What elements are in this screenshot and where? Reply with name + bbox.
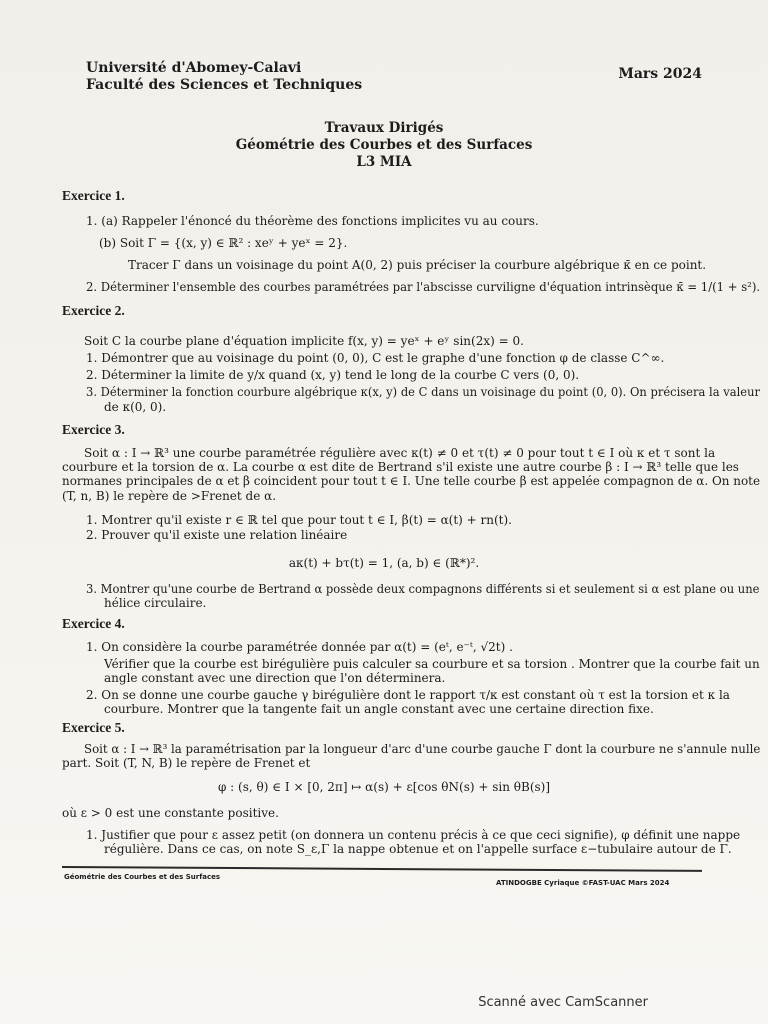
exercise-4-line: courbure. Montrer que la tangente fait un angle constant avec une certaine direction fixe. <box>104 702 654 716</box>
scanner-watermark: Scanné avec CamScanner <box>478 995 648 1010</box>
document-title <box>0 120 768 171</box>
exercise-2-line: 3. Déterminer la fonction courbure algébrique κ(x, y) de C dans un voisinage du point (0, 0). On précisera la valeur <box>86 385 760 399</box>
exercise-2-line: 2. Déterminer la limite de y/x quand (x, y) tend le long de la courbe C vers (0, 0). <box>86 368 580 382</box>
exercise-1-line: Tracer Γ dans un voisinage du point A(0, 2) puis préciser la courbure algébrique κ̄ en ce point. <box>128 258 707 272</box>
exercise-4-line: 2. On se donne une courbe gauche γ birégulière dont le rapport τ/κ est constant où τ est la torsion et κ la <box>86 688 730 702</box>
exercise-5-line: Soit α : I → ℝ³ la paramétrisation par la longueur d'arc d'une courbe gauche Γ dont la courbure ne s'annule nulle <box>84 742 761 756</box>
exercise-3-equation: aκ(t) + bτ(t) = 1, (a, b) ∈ (ℝ*)². <box>288 556 480 570</box>
exercise-4-line: Vérifier que la courbe est birégulière puis calculer sa courbure et sa torsion . Montrer que la courbe fait un <box>104 657 760 671</box>
university-name: Université d'Abomey-Calavi <box>86 60 302 76</box>
exercise-5-equation: φ : (s, θ) ∈ I × [0, 2π] ↦ α(s) + ε[cos θN(s) + sin θB(s)] <box>217 780 551 794</box>
exercise-5-title: Exercice 5. <box>62 720 125 735</box>
exercise-5-line: part. Soit (T, N, B) le repère de Frenet et <box>62 756 311 770</box>
institution-header <box>86 60 362 94</box>
exercise-2-line: 1. Démontrer que au voisinage du point (0, 0), C est le graphe d'une fonction φ de classe C^∞. <box>86 351 665 365</box>
exercise-2-title: Exercice 2. <box>62 303 125 318</box>
exercise-1-line: 1. (a) Rappeler l'énoncé du théorème des fonctions implicites vu au cours. <box>86 214 539 228</box>
exercise-3-title: Exercice 3. <box>62 422 125 437</box>
exercise-3-line: 1. Montrer qu'il existe r ∈ ℝ tel que pour tout t ∈ I, β(t) = α(t) + rn(t). <box>86 513 512 527</box>
exercise-1-title: Exercice 1. <box>62 188 125 203</box>
exercise-1-line: 2. Déterminer l'ensemble des courbes paramétrées par l'abscisse curviligne d'équation intrinsèque κ̄ = 1/(1 + s²). <box>86 280 761 294</box>
exercise-1-line: (b) Soit Γ = {(x, y) ∈ ℝ² : xeʸ + yeˣ = 2}. <box>99 236 348 250</box>
footer-author: ATINDOGBE Cyriaque ©FAST-UAC Mars 2024 <box>496 879 670 887</box>
exercise-3-line: 3. Montrer qu'une courbe de Bertrand α possède deux compagnons différents si et seulement si α est plane ou une <box>86 582 760 596</box>
footer-course: Géométrie des Courbes et des Surfaces <box>64 873 221 881</box>
title-line-3: L3 MIA <box>356 154 412 170</box>
faculty-name: Faculté des Sciences et Techniques <box>86 77 363 93</box>
exercise-3-line: hélice circulaire. <box>104 596 207 610</box>
date-label: Mars 2024 <box>618 66 702 82</box>
exercise-3-line: courbure et la torsion de α. La courbe α est dite de Bertrand s'il existe une autre courbe β : I → ℝ³ telle que les <box>62 460 739 474</box>
exercise-2-line: Soit C la courbe plane d'équation implicite f(x, y) = yeˣ + eʸ sin(2x) = 0. <box>84 334 524 348</box>
title-line-2: Géométrie des Courbes et des Surfaces <box>235 137 533 153</box>
exercise-3-line: (T, n, B) le repère de >Frenet de α. <box>62 489 277 503</box>
exercise-4-line: angle constant avec une direction que l'on déterminera. <box>104 671 446 685</box>
exercise-5-line: 1. Justifier que pour ε assez petit (on donnera un contenu précis à ce que ceci signifie), φ définit une nappe <box>86 828 741 842</box>
exercise-4-line: 1. On considère la courbe paramétrée donnée par α(t) = (eᵗ, e⁻ᵗ, √2t) . <box>86 640 513 654</box>
exercise-3-line: Soit α : I → ℝ³ une courbe paramétrée régulière avec κ(t) ≠ 0 et τ(t) ≠ 0 pour tout t ∈ I où κ et τ sont la <box>84 446 716 460</box>
exercise-4-title: Exercice 4. <box>62 616 125 631</box>
title-line-1: Travaux Dirigés <box>324 120 444 136</box>
exercise-5-line: où ε > 0 est une constante positive. <box>62 806 279 820</box>
exercise-2-line: de κ(0, 0). <box>104 400 167 414</box>
exercise-5-line: régulière. Dans ce cas, on note S_ε,Γ la nappe obtenue et on l'appelle surface ε−tubulaire autour de Γ. <box>104 842 732 856</box>
footer-divider <box>62 866 702 872</box>
exercise-3-line: normanes principales de α et β coincident pour tout t ∈ I. Une telle courbe β est appelée compagnon de α. On note <box>62 474 761 488</box>
exercise-3-line: 2. Prouver qu'il existe une relation linéaire <box>86 528 348 542</box>
